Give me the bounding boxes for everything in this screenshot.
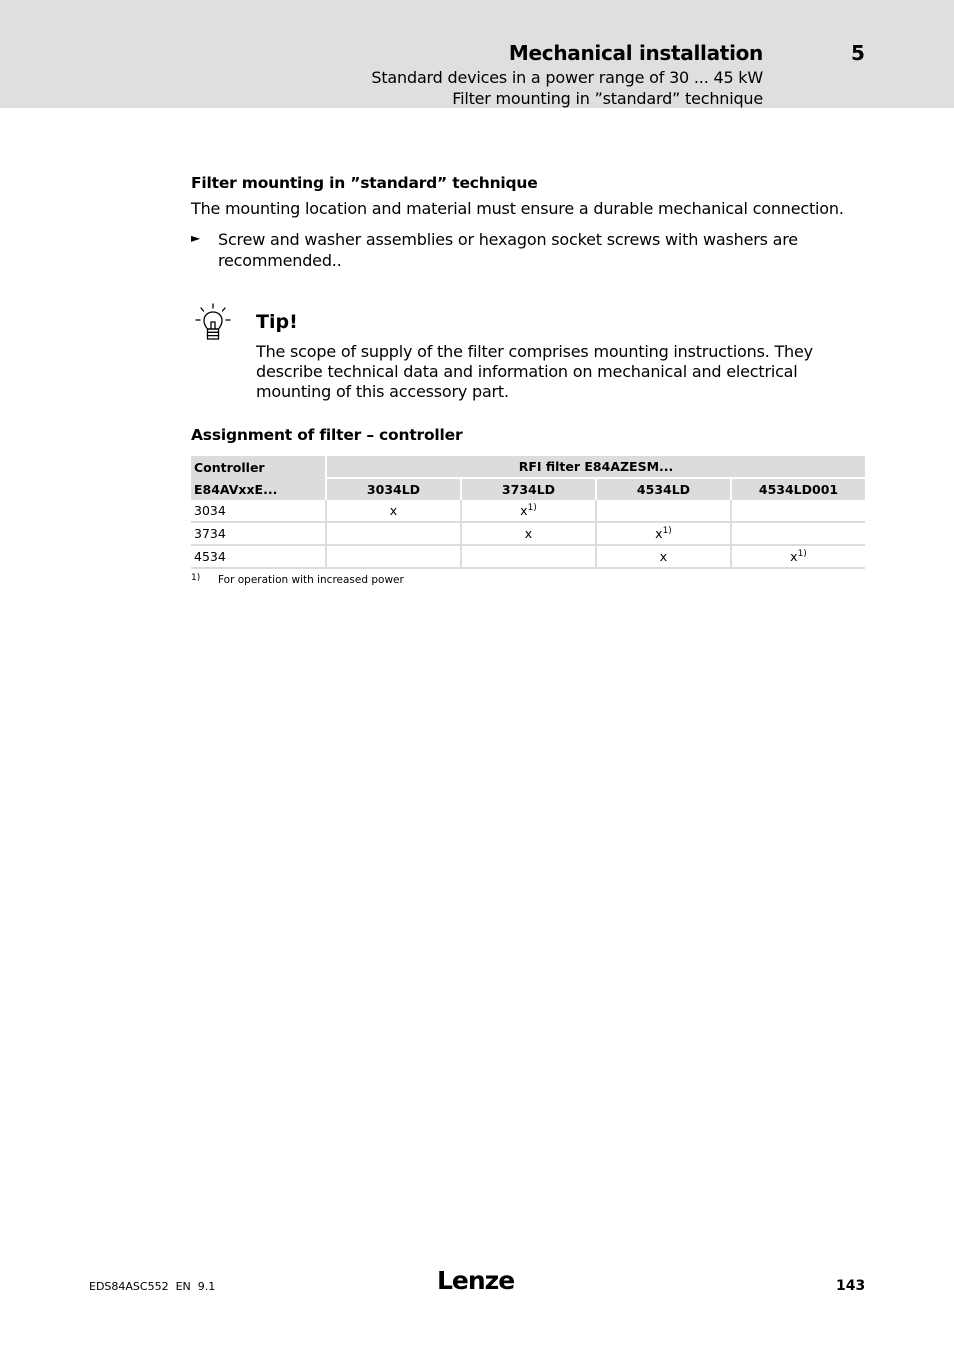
column-header: 3034LD: [325, 479, 460, 500]
page-number: 143: [836, 1278, 866, 1294]
section-heading-filter-mounting: Filter mounting in ”standard” technique: [191, 174, 538, 192]
column-header: 4534LD001: [730, 479, 865, 500]
table-subheader-row: [191, 479, 865, 500]
footnote-marker: 1): [191, 573, 201, 583]
footnote-text: For operation with increased power: [218, 574, 404, 586]
table-row: [191, 500, 865, 523]
chapter-title: Mechanical installation: [508, 41, 763, 65]
bullet-text: Screw and washer assemblies or hexagon socket screws with washers are recommended..: [218, 230, 798, 270]
column-header: 3734LD: [460, 479, 595, 500]
bullet-arrow-icon: ►: [191, 231, 201, 245]
filter-assignment-table: [191, 456, 865, 569]
lenze-logo: Lenze: [437, 1266, 515, 1295]
table-cell: x: [460, 523, 595, 546]
table-cell: [595, 500, 730, 523]
document-id: EDS84ASC552 EN 9.1: [89, 1280, 216, 1293]
section-subtitle: Standard devices in a power range of 30 ... 45 kW: [371, 68, 763, 87]
lightbulb-icon: [193, 303, 233, 343]
table-row: [191, 523, 865, 546]
table-cell: $x^{1)}$: [595, 523, 730, 546]
tip-text: The scope of supply of the filter comprises mounting instructions. They describe technical data and information on mechanical and electrical mounting of this accessory part.: [256, 342, 813, 401]
section-heading-assignment: Assignment of filter – controller: [191, 426, 463, 444]
column-header: 4534LD: [595, 479, 730, 500]
table-cell: $x^{1)}$: [730, 546, 865, 569]
table-cell: $x^{1)}$: [460, 500, 595, 523]
table-cell: [730, 523, 865, 546]
controller-cell: 3734: [191, 523, 325, 546]
table-header-row: [191, 456, 865, 479]
subsection-subtitle: Filter mounting in ”standard” technique: [452, 89, 763, 108]
table-row: [191, 546, 865, 569]
table-cell: x: [595, 546, 730, 569]
table-cell: x: [325, 500, 460, 523]
controller-header: Controller: [191, 456, 325, 479]
chapter-number: 5: [851, 41, 865, 65]
table-cell: [325, 523, 460, 546]
table-cell: [460, 546, 595, 569]
controller-cell: 3034: [191, 500, 325, 523]
controller-cell: 4534: [191, 546, 325, 569]
rfi-filter-group-header: RFI filter E84AZESM...: [325, 456, 865, 479]
tip-heading: Tip!: [256, 311, 298, 333]
table-cell: [325, 546, 460, 569]
intro-paragraph: The mounting location and material must ensure a durable mechanical connection.: [191, 199, 844, 218]
table-cell: [730, 500, 865, 523]
controller-type-header: E84AVxxE...: [191, 479, 325, 500]
